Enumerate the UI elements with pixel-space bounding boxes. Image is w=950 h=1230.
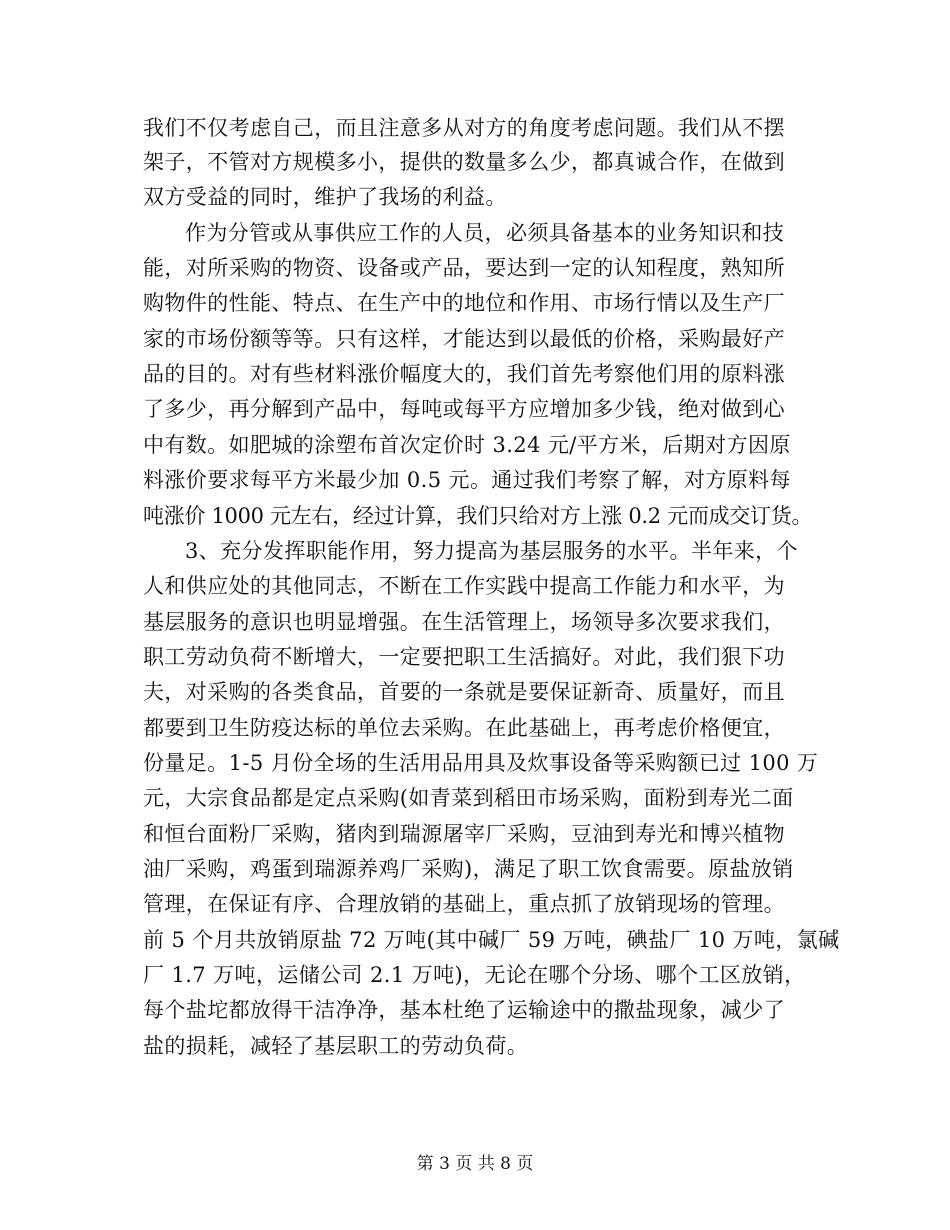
- text-line: 品的目的。对有些材料涨价幅度大的，我们首先考察他们用的原料涨: [143, 362, 785, 386]
- text-line: 前 5 个月共放销原盐 72 万吨(其中碱厂 59 万吨，碘盐厂 10 万吨，氯碱: [143, 928, 840, 952]
- page-footer: 第 3 页 共 8 页: [416, 1154, 534, 1174]
- text-line: 人和供应处的其他同志，不断在工作实践中提高工作能力和水平，为: [143, 574, 785, 598]
- text-line: 厂 1.7 万吨，运储公司 2.1 万吨)，无论在哪个分场、哪个工区放销，: [143, 963, 806, 987]
- text-line: 和恒台面粉厂采购，猪肉到瑞源屠宰厂采购，豆油到寿光和博兴植物: [143, 822, 785, 846]
- text-line: 能，对所采购的物资、设备或产品，要达到一定的认知程度，熟知所: [143, 256, 785, 280]
- text-line: 每个盐坨都放得干洁净净，基本杜绝了运输途中的撒盐现象，减少了: [143, 998, 785, 1022]
- text-line: 吨涨价 1000 元左右，经过计算，我们只给对方上涨 0.2 元而成交订货。: [143, 504, 813, 528]
- text-line: 夫，对采购的各类食品，首要的一条就是要保证新奇、质量好，而且: [143, 680, 785, 704]
- text-line: 中有数。如肥城的涂塑布首次定价时 3.24 元/平方米，后期对方因原: [143, 433, 791, 457]
- text-line: 3、充分发挥职能作用，努力提高为基层服务的水平。半年来，个: [185, 539, 798, 563]
- text-line: 油厂采购，鸡蛋到瑞源养鸡厂采购)，满足了职工饮食需要。原盐放销: [143, 857, 794, 881]
- text-line: 家的市场份额等等。只有这样，才能达到以最低的价格，采购最好产: [143, 327, 785, 351]
- text-line: 元，大宗食品都是定点采购(如青菜到稻田市场采购，面粉到寿光二面: [143, 786, 794, 810]
- text-line: 了多少，再分解到产品中，每吨或每平方应增加多少钱，绝对做到心: [143, 397, 785, 421]
- text-line: 料涨价要求每平方米最少加 0.5 元。通过我们考察了解，对方原料每: [143, 468, 791, 492]
- text-line: 份量足。1-5 月份全场的生活用品用具及炊事设备等采购额已过 100 万: [143, 751, 819, 775]
- text-line: 都要到卫生防疫达标的单位去采购。在此基础上，再考虑价格便宜，: [143, 716, 785, 740]
- text-line: 作为分管或从事供应工作的人员，必须具备基本的业务知识和技: [185, 221, 785, 245]
- text-line: 双方受益的同时，维护了我场的利益。: [143, 185, 507, 209]
- text-line: 购物件的性能、特点、在生产中的地位和作用、市场行情以及生产厂: [143, 291, 785, 315]
- text-line: 架子，不管对方规模多小，提供的数量多么少，都真诚合作，在做到: [143, 150, 785, 174]
- text-line: 盐的损耗，减轻了基层职工的劳动负荷。: [143, 1034, 529, 1058]
- text-line: 职工劳动负荷不断增大，一定要把职工生活搞好。对此，我们狠下功: [143, 645, 785, 669]
- text-line: 管理，在保证有序、合理放销的基础上，重点抓了放销现场的管理。: [143, 892, 785, 916]
- text-line: 基层服务的意识也明显增强。在生活管理上，场领导多次要求我们，: [143, 610, 785, 634]
- text-line: 我们不仅考虑自己，而且注意多从对方的角度考虑问题。我们从不摆: [143, 116, 785, 140]
